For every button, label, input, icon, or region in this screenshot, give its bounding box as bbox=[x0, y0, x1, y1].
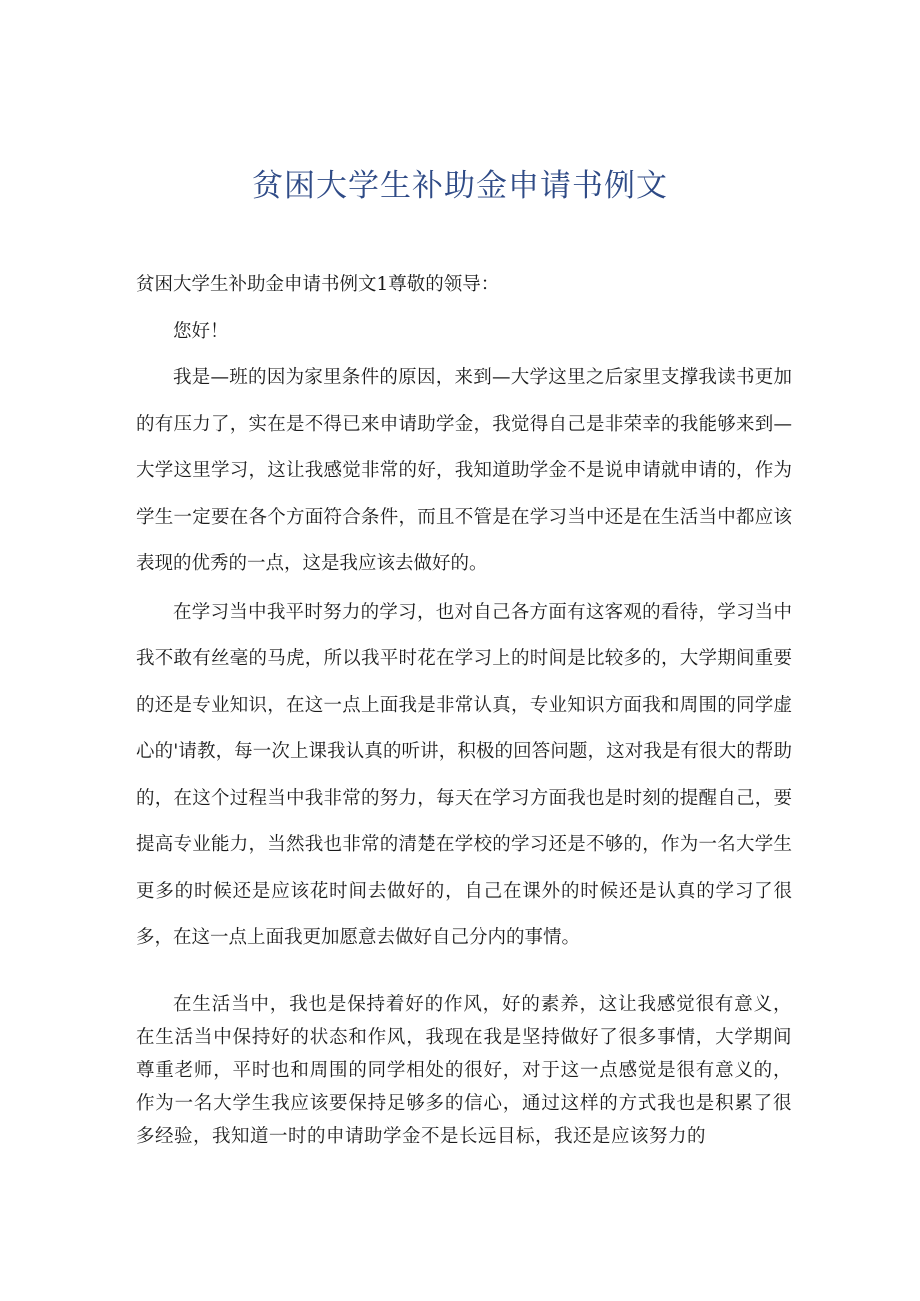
greeting-line: 您好！ bbox=[173, 320, 229, 342]
document-body bbox=[136, 262, 792, 1153]
paragraph-family: 我是—班的因为家里条件的原因，来到—大学这里之后家里支撑我读书更加的有压力了，实在是不得已来申请助学金，我觉得自己是非荣幸的我能够来到—大学这里学习，这让我感觉非常的好，我知道助学金不是说申请就申请的，作为学生一定要在各个方面符合条件，而且不管是在学习当中还是在生活当中都应该表现的优秀的一点，这是我应该去做好的。 bbox=[136, 367, 792, 574]
salutation-line: 贫困大学生补助金申请书例文1尊敬的领导： bbox=[136, 274, 500, 295]
document-title: 贫困大学生补助金申请书例文 bbox=[252, 168, 668, 204]
paragraph-life: 在生活当中，我也是保持着好的作风，好的素养，这让我感觉很有意义，在生活当中保持好的状态和作风，我现在我是坚持做好了很多事情，大学期间尊重老师，平时也和周围的同学相处的很好，对于这一点感觉是很有意义的，作为一名大学生我应该要保持足够多的信心，通过这样的方式我也是积累了很多经验，我知道一时的申请助学金不是长远目标，我还是应该努力的 bbox=[136, 993, 792, 1147]
paragraph-study: 在学习当中我平时努力的学习，也对自己各方面有这客观的看待，学习当中我不敢有丝毫的马虎，所以我平时花在学习上的时间是比较多的，大学期间重要的还是专业知识，在这一点上面我是非常认真，专业知识方面我和周围的同学虚心的'请教，每一次上课我认真的听讲，积极的回答问题，这对我是有很大的帮助的，在这个过程当中我非常的努力，每天在学习方面我也是时刻的提醒自己，要提高专业能力，当然我也非常的清楚在学校的学习还是不够的，作为一名大学生更多的时候还是应该花时间去做好的，自己在课外的时候还是认真的学习了很多，在这一点上面我更加愿意去做好自己分内的事情。 bbox=[136, 601, 792, 948]
